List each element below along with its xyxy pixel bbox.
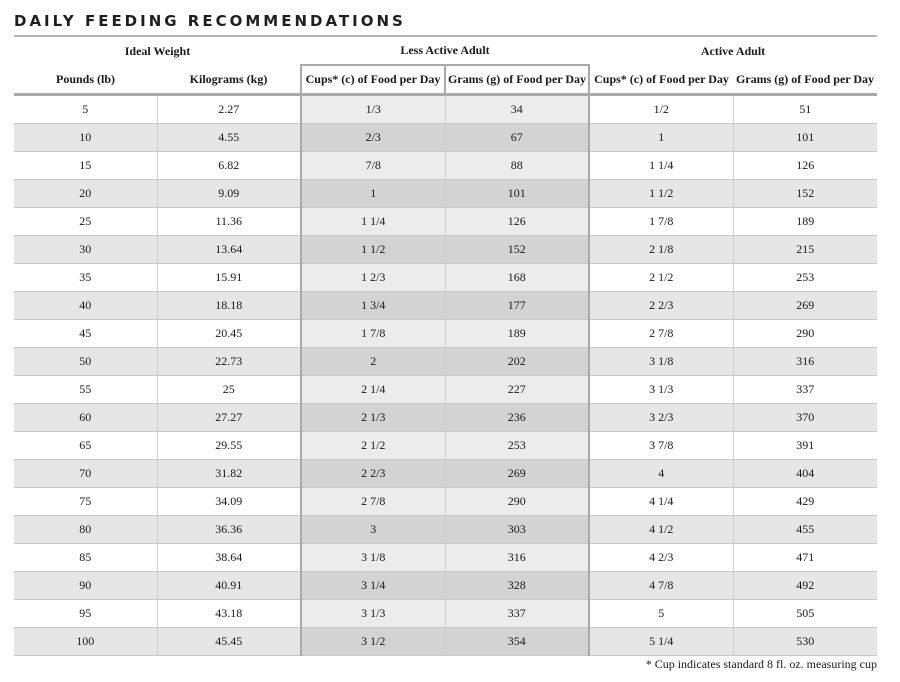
table-row bbox=[14, 236, 877, 264]
cell-pounds: 85 bbox=[14, 544, 157, 572]
group-header-row bbox=[14, 37, 877, 65]
cell-kilograms: 13.64 bbox=[157, 236, 301, 264]
cell-active-grams: 404 bbox=[733, 460, 877, 488]
cell-kilograms: 45.45 bbox=[157, 628, 301, 656]
cell-kilograms: 36.36 bbox=[157, 516, 301, 544]
table-row bbox=[14, 404, 877, 432]
cell-less-active-cups: 3 1/8 bbox=[301, 544, 445, 572]
table-row bbox=[14, 572, 877, 600]
cell-pounds: 90 bbox=[14, 572, 157, 600]
cell-active-cups: 1 7/8 bbox=[589, 208, 733, 236]
cell-less-active-cups: 2 bbox=[301, 348, 445, 376]
table-row bbox=[14, 292, 877, 320]
cell-less-active-cups: 1 bbox=[301, 180, 445, 208]
cell-less-active-cups: 2 1/4 bbox=[301, 376, 445, 404]
cell-active-cups: 3 7/8 bbox=[589, 432, 733, 460]
table-row bbox=[14, 152, 877, 180]
cell-kilograms: 20.45 bbox=[157, 320, 301, 348]
cell-active-cups: 1 1/2 bbox=[589, 180, 733, 208]
cell-active-grams: 290 bbox=[733, 320, 877, 348]
cell-less-active-grams: 34 bbox=[445, 95, 589, 124]
cell-less-active-grams: 337 bbox=[445, 600, 589, 628]
cell-active-cups: 1 1/4 bbox=[589, 152, 733, 180]
page-title: DAILY FEEDING RECOMMENDATIONS bbox=[14, 12, 406, 30]
table-row bbox=[14, 460, 877, 488]
cell-pounds: 100 bbox=[14, 628, 157, 656]
cell-pounds: 20 bbox=[14, 180, 157, 208]
group-header-less-active: Less Active Adult bbox=[400, 43, 490, 57]
cell-active-cups: 1 bbox=[589, 124, 733, 152]
cell-kilograms: 11.36 bbox=[157, 208, 301, 236]
column-header-less-active-cups: Cups* (c) of Food per Day bbox=[301, 65, 445, 95]
cell-active-grams: 505 bbox=[733, 600, 877, 628]
cell-active-cups: 4 bbox=[589, 460, 733, 488]
cell-less-active-grams: 253 bbox=[445, 432, 589, 460]
cell-pounds: 70 bbox=[14, 460, 157, 488]
table-row bbox=[14, 488, 877, 516]
cell-less-active-cups: 3 1/4 bbox=[301, 572, 445, 600]
cell-less-active-grams: 269 bbox=[445, 460, 589, 488]
cell-pounds: 5 bbox=[14, 95, 157, 124]
cell-less-active-cups: 1 7/8 bbox=[301, 320, 445, 348]
cell-active-grams: 530 bbox=[733, 628, 877, 656]
cell-less-active-grams: 236 bbox=[445, 404, 589, 432]
cell-active-cups: 3 1/8 bbox=[589, 348, 733, 376]
feeding-table bbox=[14, 37, 877, 656]
cell-active-cups: 2 7/8 bbox=[589, 320, 733, 348]
cell-less-active-cups: 1 1/2 bbox=[301, 236, 445, 264]
cell-pounds: 80 bbox=[14, 516, 157, 544]
cell-kilograms: 34.09 bbox=[157, 488, 301, 516]
cell-kilograms: 29.55 bbox=[157, 432, 301, 460]
table-row bbox=[14, 264, 877, 292]
table-row bbox=[14, 348, 877, 376]
cell-pounds: 25 bbox=[14, 208, 157, 236]
cell-less-active-grams: 202 bbox=[445, 348, 589, 376]
column-header-kilograms: Kilograms (kg) bbox=[157, 65, 301, 95]
cell-less-active-cups: 3 1/3 bbox=[301, 600, 445, 628]
cell-pounds: 75 bbox=[14, 488, 157, 516]
cell-active-grams: 253 bbox=[733, 264, 877, 292]
cell-kilograms: 38.64 bbox=[157, 544, 301, 572]
cell-active-grams: 429 bbox=[733, 488, 877, 516]
cell-kilograms: 4.55 bbox=[157, 124, 301, 152]
cell-less-active-grams: 168 bbox=[445, 264, 589, 292]
cell-kilograms: 15.91 bbox=[157, 264, 301, 292]
table-row bbox=[14, 600, 877, 628]
cell-kilograms: 2.27 bbox=[157, 95, 301, 124]
cell-kilograms: 9.09 bbox=[157, 180, 301, 208]
cell-less-active-grams: 316 bbox=[445, 544, 589, 572]
column-header-pounds: Pounds (lb) bbox=[14, 65, 157, 95]
table-row bbox=[14, 628, 877, 656]
cell-less-active-grams: 354 bbox=[445, 628, 589, 656]
cell-active-cups: 2 1/2 bbox=[589, 264, 733, 292]
table-row bbox=[14, 320, 877, 348]
cell-pounds: 45 bbox=[14, 320, 157, 348]
cell-active-cups: 1/2 bbox=[589, 95, 733, 124]
column-header-less-active-grams: Grams (g) of Food per Day bbox=[445, 65, 589, 95]
cell-less-active-grams: 88 bbox=[445, 152, 589, 180]
column-header-row bbox=[14, 65, 877, 95]
cell-pounds: 95 bbox=[14, 600, 157, 628]
cell-less-active-cups: 1 2/3 bbox=[301, 264, 445, 292]
cell-less-active-cups: 7/8 bbox=[301, 152, 445, 180]
cell-active-grams: 316 bbox=[733, 348, 877, 376]
cell-active-grams: 391 bbox=[733, 432, 877, 460]
cell-active-grams: 101 bbox=[733, 124, 877, 152]
cell-pounds: 30 bbox=[14, 236, 157, 264]
cell-less-active-grams: 67 bbox=[445, 124, 589, 152]
cell-less-active-grams: 101 bbox=[445, 180, 589, 208]
table-row bbox=[14, 432, 877, 460]
cell-active-grams: 51 bbox=[733, 95, 877, 124]
cell-kilograms: 6.82 bbox=[157, 152, 301, 180]
cell-pounds: 10 bbox=[14, 124, 157, 152]
cell-active-grams: 126 bbox=[733, 152, 877, 180]
group-header-active: Active Adult bbox=[700, 43, 766, 58]
cell-active-cups: 3 2/3 bbox=[589, 404, 733, 432]
cell-active-grams: 189 bbox=[733, 208, 877, 236]
table-row bbox=[14, 516, 877, 544]
cell-less-active-grams: 177 bbox=[445, 292, 589, 320]
cell-pounds: 60 bbox=[14, 404, 157, 432]
table-row bbox=[14, 180, 877, 208]
cell-less-active-cups: 3 1/2 bbox=[301, 628, 445, 656]
table-body bbox=[14, 95, 877, 656]
cell-active-grams: 269 bbox=[733, 292, 877, 320]
cell-active-grams: 152 bbox=[733, 180, 877, 208]
cell-less-active-grams: 152 bbox=[445, 236, 589, 264]
cell-less-active-cups: 1 3/4 bbox=[301, 292, 445, 320]
group-header-ideal-weight: Ideal Weight bbox=[124, 43, 191, 58]
cell-kilograms: 31.82 bbox=[157, 460, 301, 488]
cell-active-cups: 3 1/3 bbox=[589, 376, 733, 404]
table-row bbox=[14, 208, 877, 236]
cell-active-cups: 4 7/8 bbox=[589, 572, 733, 600]
cell-kilograms: 43.18 bbox=[157, 600, 301, 628]
cell-active-grams: 455 bbox=[733, 516, 877, 544]
cell-kilograms: 25 bbox=[157, 376, 301, 404]
cell-less-active-cups: 2 2/3 bbox=[301, 460, 445, 488]
cell-less-active-cups: 1 1/4 bbox=[301, 208, 445, 236]
cell-kilograms: 18.18 bbox=[157, 292, 301, 320]
table-row bbox=[14, 124, 877, 152]
cell-active-grams: 471 bbox=[733, 544, 877, 572]
cell-less-active-cups: 3 bbox=[301, 516, 445, 544]
cell-pounds: 55 bbox=[14, 376, 157, 404]
cell-less-active-grams: 189 bbox=[445, 320, 589, 348]
cell-pounds: 15 bbox=[14, 152, 157, 180]
cell-less-active-cups: 2/3 bbox=[301, 124, 445, 152]
column-header-active-grams: Grams (g) of Food per Day bbox=[733, 65, 877, 95]
cell-less-active-grams: 328 bbox=[445, 572, 589, 600]
cell-active-grams: 337 bbox=[733, 376, 877, 404]
cell-active-cups: 4 1/4 bbox=[589, 488, 733, 516]
cell-active-grams: 492 bbox=[733, 572, 877, 600]
column-header-active-cups: Cups* (c) of Food per Day bbox=[589, 65, 733, 95]
cell-less-active-cups: 2 1/2 bbox=[301, 432, 445, 460]
cell-less-active-cups: 2 7/8 bbox=[301, 488, 445, 516]
cell-active-grams: 370 bbox=[733, 404, 877, 432]
cell-kilograms: 27.27 bbox=[157, 404, 301, 432]
footnote: * Cup indicates standard 8 fl. oz. measuring cup bbox=[645, 657, 877, 671]
cell-active-cups: 2 1/8 bbox=[589, 236, 733, 264]
cell-less-active-cups: 2 1/3 bbox=[301, 404, 445, 432]
cell-less-active-grams: 303 bbox=[445, 516, 589, 544]
cell-pounds: 35 bbox=[14, 264, 157, 292]
cell-kilograms: 22.73 bbox=[157, 348, 301, 376]
cell-less-active-grams: 126 bbox=[445, 208, 589, 236]
table-row bbox=[14, 376, 877, 404]
table-row bbox=[14, 95, 877, 124]
cell-less-active-grams: 227 bbox=[445, 376, 589, 404]
cell-pounds: 50 bbox=[14, 348, 157, 376]
cell-pounds: 40 bbox=[14, 292, 157, 320]
table-row bbox=[14, 544, 877, 572]
cell-less-active-cups: 1/3 bbox=[301, 95, 445, 124]
cell-kilograms: 40.91 bbox=[157, 572, 301, 600]
cell-active-cups: 4 2/3 bbox=[589, 544, 733, 572]
cell-active-cups: 5 bbox=[589, 600, 733, 628]
cell-less-active-grams: 290 bbox=[445, 488, 589, 516]
cell-active-grams: 215 bbox=[733, 236, 877, 264]
cell-active-cups: 2 2/3 bbox=[589, 292, 733, 320]
cell-active-cups: 5 1/4 bbox=[589, 628, 733, 656]
cell-pounds: 65 bbox=[14, 432, 157, 460]
cell-active-cups: 4 1/2 bbox=[589, 516, 733, 544]
